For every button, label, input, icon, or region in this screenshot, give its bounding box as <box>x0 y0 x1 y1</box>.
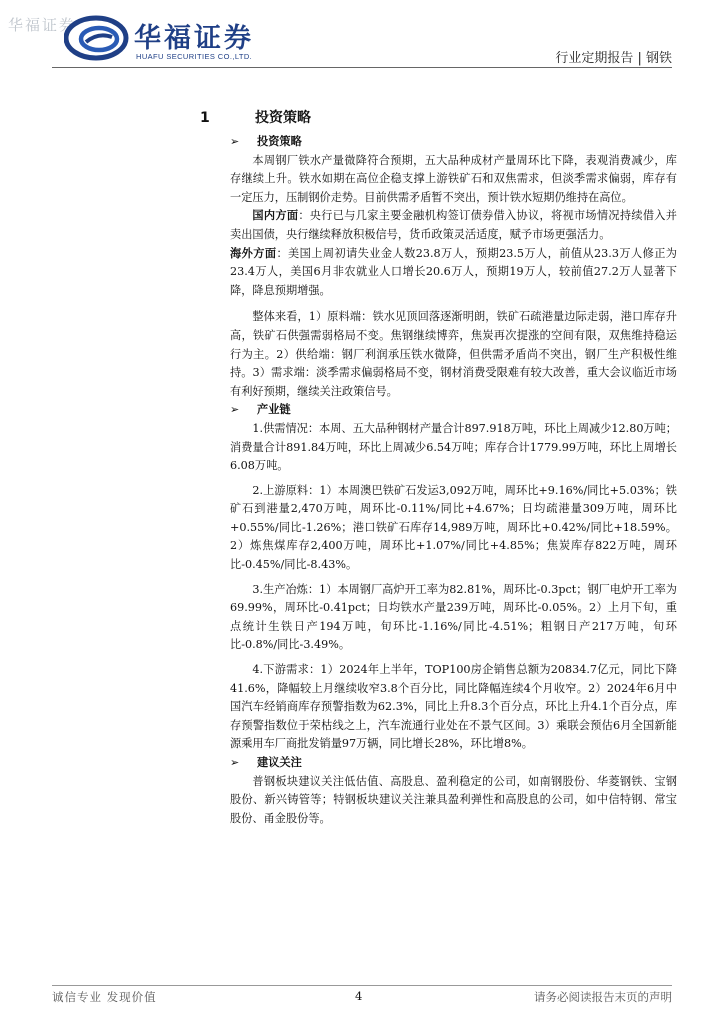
subheading-industry-chain <box>230 401 677 420</box>
paragraph-overall: 整体来看，1）原料端：铁水见顶回落逐渐明朗，铁矿石疏港量边际走弱，港口库存升高，铁矿石供强需弱格局不变。焦钢继续博弈，焦炭再次提涨的空间有限，双焦维持稳运行为主。2）供给端：钢厂利润承压铁水微降，但供需矛盾尚不突出，钢厂生产积极性维持。3）需求端：淡季需求偏弱格局不变，钢材消费受限难有较大改善，重大会议临近市场有利好预期，继续关注政策信号。 <box>230 310 677 398</box>
subheading-label: 投资策略 <box>257 135 302 148</box>
domestic-text: ：央行已与几家主要金融机构签订债券借入协议，将视市场情况持续借入并卖出国债，央行继续释放积极信号，货币政策灵活适度，赋予市场更强活力。 <box>230 209 677 241</box>
subheading-strategy <box>230 133 677 152</box>
section-number: 1 <box>200 110 210 126</box>
company-logo <box>64 12 284 64</box>
arrow-bullet-icon: ➢ <box>230 135 240 148</box>
domestic-label: 国内方面 <box>252 209 299 223</box>
footer-divider <box>52 985 672 986</box>
document-type: 行业定期报告 | 钢铁 <box>555 51 672 66</box>
paragraph-recommendations: 普钢板块建议关注低估值、高股息、盈利稳定的公司，如南钢股份、华菱钢铁、宝钢股份、新兴铸管等；特钢板块建议关注兼具盈利弹性和高股息的公司，如中信特钢、常宝股份、甬金股份等。 <box>230 774 677 825</box>
arrow-bullet-icon: ➢ <box>230 403 240 417</box>
subheading-label: 建议关注 <box>257 756 302 769</box>
section-title: 投资策略 <box>255 110 311 126</box>
subheading-recommendations <box>230 754 677 773</box>
watermark: 华福证券 <box>8 16 77 34</box>
overseas-label: 海外方面 <box>230 246 277 260</box>
footer-slogan: 诚信专业 发现价值 <box>52 990 157 1004</box>
paragraph-summary: 本周钢厂铁水产量微降符合预期，五大品种成材产量周环比下降，表观消费减少，库存继续上升。铁水如期在高位企稳支撑上游铁矿石和双焦需求，但淡季需求偏弱，库存有一定压力，压制钢价走势。目前供需矛盾暂不突出，预计铁水短期仍维持在高位。 <box>230 153 677 204</box>
paragraph-production: 3.生产冶炼：1）本周钢厂高炉开工率为82.81%，周环比-0.3pct；钢厂电炉开工率为69.99%，周环比-0.41pct；日均铁水产量239万吨，周环比-0.05%。2）上月下旬，重点统计生铁日产194万吨，旬环比-1.16%/同比-4.51%；粗钢日产217万吨，旬环比-0.8%/同比-3.49%。 <box>230 582 677 652</box>
subheading-label: 产业链 <box>257 403 291 417</box>
section-heading <box>200 107 311 127</box>
paragraph-overseas <box>230 245 677 301</box>
logo-english-name: HUAFU SECURITIES CO.,LTD. <box>136 52 253 61</box>
paragraph-upstream: 2.上游原料：1）本周澳巴铁矿石发运3,092万吨，周环比+9.16%/同比+5.03%；铁矿石到港量2,470万吨，周环比-0.11%/同比+4.67%；日均疏港量309万吨，周环比+0.55%/同比-1.26%；港口铁矿石库存14,989万吨，周环比+0.42%/同比+18.59%。2）炼焦煤库存2,400万吨，周环比+1.07%/同比+4.85%；焦炭库存822万吨，周环比-0.45%/同比-8.43%。 <box>230 483 677 572</box>
paragraph-domestic <box>230 207 677 244</box>
footer-disclaimer: 请务必阅读报告末页的声明 <box>534 990 672 1004</box>
arrow-bullet-icon: ➢ <box>230 756 240 769</box>
page-number: 4 <box>355 989 363 1003</box>
paragraph-downstream: 4.下游需求：1）2024年上半年，TOP100房企销售总额为20834.7亿元，同比下降41.6%，降幅较上月继续收窄3.8个百分比，同比降幅连续4个月收窄。2）2024年6月中国汽车经销商库存预警指数为62.3%，同比上升8.3个百分点，环比上升4.1个百分点，库存预警指数位于荣枯线之上，汽车流通行业处在不景气区间。3）乘联会预估6月全国新能源乘用车厂商批发销量97万辆，同比增长28%，环比增8%。 <box>230 663 677 751</box>
paragraph-supply-demand: 1.供需情况：本周、五大品种钢材产量合计897.918万吨，环比上周减少12.80万吨；消费量合计891.84万吨，环比上周减少6.54万吨；库存合计1779.99万吨，环比上周增长6.08万吨。 <box>230 421 677 473</box>
report-body <box>230 133 677 828</box>
logo-chinese-name: 华福证券 <box>134 23 254 54</box>
overseas-text: ：美国上周初请失业金人数23.8万人，预期23.5万人，前值从23.3万人修正为23.4万人，美国6月非农就业人口增长20.6万人，预期19万人，较前值27.2万人显著下降，降息预期增强。 <box>230 246 677 297</box>
header-divider <box>52 67 672 68</box>
logo-icon <box>64 12 132 64</box>
